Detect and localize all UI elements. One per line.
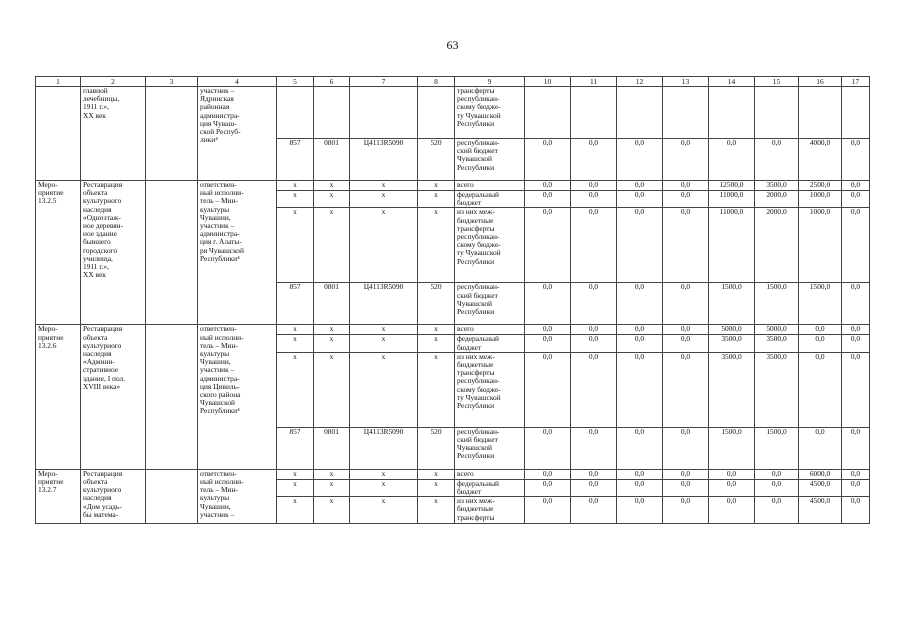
value-cell: 0,0: [842, 139, 870, 181]
value-cell: 0,0: [525, 352, 571, 427]
expense-type-cell: x: [418, 208, 455, 283]
table-row: [36, 469, 870, 479]
target-code-cell: x: [350, 479, 418, 496]
grbs-code-cell: 857: [277, 283, 314, 325]
funding-source-cell: из них меж- бюджетные трансферты республикан- скому бюдже- ту Чувашской Республики: [455, 208, 525, 283]
grbs-code-cell: x: [277, 181, 314, 191]
value-cell: 0,0: [755, 497, 799, 524]
section-code-cell: x: [314, 352, 350, 427]
table-body: [36, 87, 870, 524]
funding-source-cell: из них меж- бюджетные трансферты республикан- скому бюдже- ту Чувашской Республики: [455, 352, 525, 427]
value-cell: 0,0: [617, 283, 663, 325]
value-cell: 0,0: [617, 325, 663, 335]
value-cell: 0,0: [799, 427, 842, 469]
column-number: 13: [663, 77, 709, 87]
funding-source-cell: республикан- ский бюджет Чувашской Республики: [455, 139, 525, 181]
column-number: 11: [571, 77, 617, 87]
value-cell: 0,0: [525, 479, 571, 496]
value-cell: 0,0: [663, 325, 709, 335]
object-name-cell: Реставрация объекта культурного наследия «Дом усадь- бы матема-: [81, 469, 146, 523]
grbs-code-cell: 857: [277, 139, 314, 181]
target-code-cell: x: [350, 469, 418, 479]
section-code-cell: x: [314, 335, 350, 352]
section-code-cell: [314, 87, 350, 139]
value-cell: 0,0: [525, 283, 571, 325]
section-code-cell: x: [314, 208, 350, 283]
value-cell: 0,0: [663, 427, 709, 469]
value-cell: 0,0: [799, 352, 842, 427]
table-row: [36, 325, 870, 335]
expense-type-cell: 520: [418, 427, 455, 469]
value-cell: 0,0: [617, 497, 663, 524]
column-number: 8: [418, 77, 455, 87]
value-cell: 0,0: [617, 352, 663, 427]
value-cell: 0,0: [525, 181, 571, 191]
value-cell: [525, 87, 571, 139]
target-code-cell: x: [350, 208, 418, 283]
expense-type-cell: [418, 87, 455, 139]
funding-source-cell: трансферты республикан- скому бюдже- ту Чувашской Республики: [455, 87, 525, 139]
value-cell: 0,0: [617, 427, 663, 469]
expense-type-cell: 520: [418, 139, 455, 181]
target-code-cell: x: [350, 325, 418, 335]
value-cell: 0,0: [525, 497, 571, 524]
value-cell: 4500,0: [799, 479, 842, 496]
section-code-cell: 0801: [314, 283, 350, 325]
value-cell: 3500,0: [709, 335, 755, 352]
section-code-cell: 0801: [314, 139, 350, 181]
value-cell: 0,0: [571, 335, 617, 352]
value-cell: 0,0: [755, 469, 799, 479]
table-header: [36, 77, 870, 87]
column-number: 9: [455, 77, 525, 87]
target-code-cell: Ц4113R5090: [350, 139, 418, 181]
value-cell: 0,0: [842, 335, 870, 352]
value-cell: 6000,0: [799, 469, 842, 479]
value-cell: 0,0: [617, 139, 663, 181]
value-cell: 1500,0: [755, 283, 799, 325]
value-cell: 0,0: [755, 479, 799, 496]
value-cell: 0,0: [571, 139, 617, 181]
target-code-cell: x: [350, 191, 418, 208]
column-number: 14: [709, 77, 755, 87]
value-cell: 0,0: [525, 208, 571, 283]
value-cell: 0,0: [525, 325, 571, 335]
grbs-code-cell: x: [277, 352, 314, 427]
value-cell: 0,0: [571, 479, 617, 496]
value-cell: 4500,0: [799, 497, 842, 524]
responsible-cell: участник – Ядринская районная администра- ция Чуваш- ской Респуб- лики⁴: [198, 87, 277, 181]
value-cell: 0,0: [571, 181, 617, 191]
object-name-cell: главной лечебницы, 1911 г.», XX век: [81, 87, 146, 181]
value-cell: 0,0: [525, 469, 571, 479]
column-number: 4: [198, 77, 277, 87]
expense-type-cell: x: [418, 335, 455, 352]
target-code-cell: Ц4113R5090: [350, 283, 418, 325]
funding-source-cell: из них меж- бюджетные трансферты: [455, 497, 525, 524]
grbs-code-cell: x: [277, 497, 314, 524]
target-code-cell: x: [350, 181, 418, 191]
column-number: 1: [36, 77, 81, 87]
value-cell: 1000,0: [799, 191, 842, 208]
column-number: 5: [277, 77, 314, 87]
expense-type-cell: x: [418, 497, 455, 524]
value-cell: 0,0: [709, 139, 755, 181]
page-number: 63: [446, 38, 459, 52]
value-cell: 0,0: [571, 427, 617, 469]
target-code-cell: [350, 87, 418, 139]
column-number: 6: [314, 77, 350, 87]
value-cell: 0,0: [799, 325, 842, 335]
value-cell: 5000,0: [709, 325, 755, 335]
expense-type-cell: x: [418, 181, 455, 191]
value-cell: 0,0: [663, 352, 709, 427]
expense-type-cell: x: [418, 469, 455, 479]
funding-source-cell: всего: [455, 181, 525, 191]
empty-cell: [146, 325, 198, 469]
column-number: 10: [525, 77, 571, 87]
empty-cell: [146, 87, 198, 181]
event-id-cell: Меро- приятие 13.2.5: [36, 181, 81, 325]
column-number-row: [36, 77, 870, 87]
column-number: 7: [350, 77, 418, 87]
responsible-cell: ответствен- ный исполни- тель – Мин- культуры Чувашии, участник –: [198, 469, 277, 523]
column-number: 3: [146, 77, 198, 87]
value-cell: 0,0: [571, 191, 617, 208]
column-number: 2: [81, 77, 146, 87]
value-cell: 3500,0: [755, 181, 799, 191]
target-code-cell: x: [350, 497, 418, 524]
grbs-code-cell: x: [277, 479, 314, 496]
value-cell: 0,0: [842, 352, 870, 427]
section-code-cell: 0801: [314, 427, 350, 469]
target-code-cell: x: [350, 352, 418, 427]
grbs-code-cell: 857: [277, 427, 314, 469]
value-cell: [617, 87, 663, 139]
section-code-cell: x: [314, 479, 350, 496]
expense-type-cell: 520: [418, 283, 455, 325]
funding-source-cell: федеральный бюджет: [455, 335, 525, 352]
value-cell: 1500,0: [709, 283, 755, 325]
value-cell: 2000,0: [755, 208, 799, 283]
value-cell: 0,0: [525, 191, 571, 208]
value-cell: [663, 87, 709, 139]
value-cell: 11000,0: [709, 208, 755, 283]
event-id-cell: Меро- приятие 13.2.7: [36, 469, 81, 523]
value-cell: [571, 87, 617, 139]
grbs-code-cell: x: [277, 191, 314, 208]
value-cell: 3500,0: [755, 352, 799, 427]
grbs-code-cell: [277, 87, 314, 139]
expense-type-cell: x: [418, 325, 455, 335]
value-cell: 0,0: [842, 497, 870, 524]
value-cell: 0,0: [571, 325, 617, 335]
value-cell: 0,0: [842, 181, 870, 191]
section-code-cell: x: [314, 325, 350, 335]
target-code-cell: x: [350, 335, 418, 352]
value-cell: 0,0: [663, 191, 709, 208]
section-code-cell: x: [314, 469, 350, 479]
value-cell: 0,0: [755, 139, 799, 181]
value-cell: 1500,0: [799, 283, 842, 325]
value-cell: 0,0: [617, 208, 663, 283]
target-code-cell: Ц4113R5090: [350, 427, 418, 469]
budget-table: [35, 76, 870, 524]
grbs-code-cell: x: [277, 469, 314, 479]
value-cell: 2500,0: [799, 181, 842, 191]
value-cell: 1500,0: [755, 427, 799, 469]
value-cell: 0,0: [663, 283, 709, 325]
value-cell: 0,0: [842, 191, 870, 208]
value-cell: 2000,0: [755, 191, 799, 208]
value-cell: 0,0: [525, 139, 571, 181]
value-cell: 3500,0: [755, 335, 799, 352]
value-cell: 1500,0: [709, 427, 755, 469]
funding-source-cell: федеральный бюджет: [455, 479, 525, 496]
object-name-cell: Реставрация объекта культурного наследия «Админи- стративное здание, I пол. XVIII века»: [81, 325, 146, 469]
value-cell: 0,0: [617, 181, 663, 191]
value-cell: 11000,0: [709, 191, 755, 208]
value-cell: 0,0: [842, 325, 870, 335]
value-cell: 4000,0: [799, 139, 842, 181]
table-row: [36, 181, 870, 191]
column-number: 15: [755, 77, 799, 87]
value-cell: 0,0: [663, 181, 709, 191]
value-cell: 0,0: [617, 335, 663, 352]
responsible-cell: ответствен- ный исполни- тель – Мин- культуры Чувашии, участник – администра- ция Цивиль- ского района Чувашской Республики⁴: [198, 325, 277, 469]
funding-source-cell: всего: [455, 325, 525, 335]
value-cell: 0,0: [663, 479, 709, 496]
value-cell: 0,0: [842, 427, 870, 469]
value-cell: 0,0: [571, 497, 617, 524]
section-code-cell: x: [314, 181, 350, 191]
value-cell: 0,0: [663, 139, 709, 181]
responsible-cell: ответствен- ный исполни- тель – Мин- культуры Чувашии, участник – администра- ция г. Алаты- ря Чувашской Республики⁴: [198, 181, 277, 325]
value-cell: [709, 87, 755, 139]
value-cell: 0,0: [617, 479, 663, 496]
funding-source-cell: республикан- ский бюджет Чувашской Республики: [455, 283, 525, 325]
column-number: 17: [842, 77, 870, 87]
funding-source-cell: федеральный бюджет: [455, 191, 525, 208]
object-name-cell: Реставрация объекта культурного наследия «Одноэтаж- ное деревян- ное здание бывшего городского училища, 1911 г.», XX век: [81, 181, 146, 325]
funding-source-cell: республикан- ский бюджет Чувашской Республики: [455, 427, 525, 469]
value-cell: 0,0: [842, 479, 870, 496]
value-cell: 0,0: [842, 208, 870, 283]
value-cell: 0,0: [525, 335, 571, 352]
value-cell: 0,0: [709, 479, 755, 496]
value-cell: 0,0: [525, 427, 571, 469]
value-cell: 0,0: [663, 208, 709, 283]
value-cell: 0,0: [799, 335, 842, 352]
value-cell: [799, 87, 842, 139]
event-id-cell: Меро- приятие 13.2.6: [36, 325, 81, 469]
section-code-cell: x: [314, 497, 350, 524]
value-cell: 0,0: [571, 469, 617, 479]
value-cell: [842, 87, 870, 139]
event-id-cell: [36, 87, 81, 181]
value-cell: 0,0: [663, 335, 709, 352]
value-cell: 0,0: [617, 469, 663, 479]
value-cell: 0,0: [571, 352, 617, 427]
value-cell: 1000,0: [799, 208, 842, 283]
column-number: 16: [799, 77, 842, 87]
value-cell: 0,0: [617, 191, 663, 208]
expense-type-cell: x: [418, 352, 455, 427]
grbs-code-cell: x: [277, 325, 314, 335]
empty-cell: [146, 469, 198, 523]
value-cell: 0,0: [842, 469, 870, 479]
funding-source-cell: всего: [455, 469, 525, 479]
continued-row: [36, 87, 870, 139]
value-cell: [755, 87, 799, 139]
empty-cell: [146, 181, 198, 325]
section-code-cell: x: [314, 191, 350, 208]
grbs-code-cell: x: [277, 208, 314, 283]
value-cell: 12500,0: [709, 181, 755, 191]
grbs-code-cell: x: [277, 335, 314, 352]
value-cell: 0,0: [709, 469, 755, 479]
value-cell: 3500,0: [709, 352, 755, 427]
value-cell: 0,0: [571, 208, 617, 283]
value-cell: 0,0: [663, 497, 709, 524]
column-number: 12: [617, 77, 663, 87]
value-cell: 0,0: [663, 469, 709, 479]
value-cell: 5000,0: [755, 325, 799, 335]
value-cell: 0,0: [709, 497, 755, 524]
expense-type-cell: x: [418, 479, 455, 496]
expense-type-cell: x: [418, 191, 455, 208]
value-cell: 0,0: [571, 283, 617, 325]
value-cell: 0,0: [842, 283, 870, 325]
